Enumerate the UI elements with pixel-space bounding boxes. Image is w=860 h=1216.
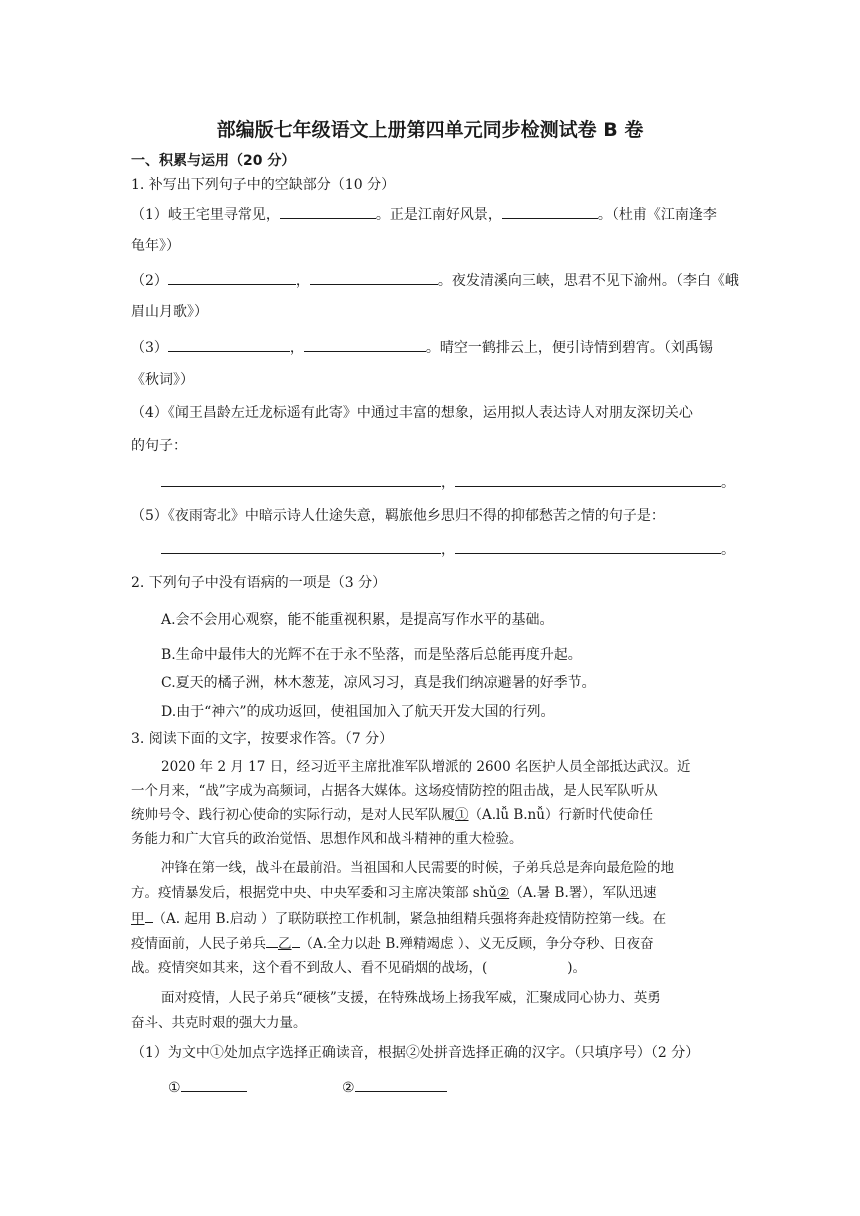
text: 。 (721, 475, 735, 491)
q3-answer-2 (342, 1077, 447, 1098)
text: ， (289, 340, 304, 356)
underline-head (266, 933, 278, 948)
passage-line: 面对疫情，人民子弟兵“硬核”支援，在特殊战场上扬我军威，汇聚成同心协力、英勇 (161, 990, 661, 1006)
answer-blank[interactable] (181, 1077, 247, 1092)
blank-marker-jia: 甲 (131, 911, 145, 927)
q3-sub-1: （1）为文中①处加点字选择正确读音，根据②处拼音选择正确的汉字。（只填序号）（2 分） (131, 1045, 700, 1061)
q1-item-4-answer (161, 472, 735, 493)
answer-blank[interactable] (310, 270, 438, 285)
answer-blank[interactable] (280, 204, 376, 219)
q3-answer-1 (168, 1077, 247, 1098)
text: ， (295, 273, 310, 289)
answer-blank[interactable] (161, 472, 441, 487)
passage-line (131, 805, 653, 825)
text: 方。疫情暴发后，根据党中央、中央军委和习主席决策部 shǔ (131, 885, 498, 901)
text: （A.暑 B.署），军队迅速 (509, 885, 657, 901)
answer-blank[interactable] (304, 337, 426, 352)
text: （A.全力以赴 B.殚精竭虑 ）、义无反顾，争分夺秒、日夜奋 (299, 936, 654, 952)
text: ， (441, 475, 455, 491)
answer-blank[interactable] (168, 337, 290, 352)
text: （A.lǚ B.nǚ）行新时代使命任 (468, 807, 653, 823)
q1-item-3 (131, 337, 713, 358)
q1-item-1 (131, 204, 717, 225)
q2-option-c: C.夏天的橘子洲，林木葱茏，凉风习习，真是我们纳凉避暑的好季节。 (161, 675, 596, 691)
section-heading: 一、积累与运用（20 分） (131, 153, 296, 169)
q1-item-1-cont: 龟年》） (131, 238, 180, 254)
blank-marker-yi: 乙 (278, 936, 292, 952)
q1-item-5-answer (161, 539, 735, 560)
blank-marker-1: ① (455, 807, 469, 823)
page-title: 部编版七年级语文上册第四单元同步检测试卷 B 卷 (216, 119, 644, 141)
text: 战。疫情突如其来，这个看不到敌人、看不见硝烟的战场，( (131, 960, 488, 976)
text: 统帅号令、践行初心使命的实际行动，是对人民军队履 (131, 807, 455, 823)
text: 。（杜甫《江南逢李 (597, 207, 717, 223)
passage-line (131, 933, 654, 954)
question-2-stem: 2. 下列句子中没有语病的一项是（3 分） (131, 575, 387, 591)
question-1-stem: 1. 补写出下列句子中的空缺部分（10 分） (131, 177, 396, 193)
q1-item-5: （5）《夜雨寄北》中暗示诗人仕途失意，羁旅他乡思归不得的抑郁愁苦之情的句子是： (131, 508, 665, 524)
passage-line: 务能力和广大官兵的政治觉悟、思想作风和战斗精神的重大检验。 (131, 831, 523, 847)
blank-marker-2: ② (497, 885, 510, 901)
text: （2） (131, 273, 168, 289)
text: 。晴空一鹤排云上，便引诗情到碧宵。（刘禹锡 (425, 340, 713, 356)
underline-tail (145, 908, 153, 923)
text: 疫情面前，人民子弟兵 (131, 936, 266, 952)
text: （1）岐王宅里寻常见， (131, 207, 280, 223)
passage-line: 奋斗、共克时艰的强大力量。 (131, 1015, 307, 1031)
question-3-stem: 3. 阅读下面的文字，按要求作答。（7 分） (131, 731, 394, 747)
answer-blank[interactable] (161, 539, 441, 554)
text: （A. 起用 B.启动 ）了联防联控工作机制，紧急抽组精兵强将奔赴疫情防控第一线。在 (152, 911, 667, 927)
answer-blank[interactable] (455, 539, 721, 554)
passage-line: 2020 年 2 月 17 日，经习近平主席批准军队增派的 2600 名医护人员全部抵达武汉。近 (161, 759, 691, 775)
q1-item-4-cont: 的句子： (131, 438, 187, 454)
text: )。 (567, 960, 587, 976)
q2-option-b: B.生命中最伟大的光辉不在于永不坠落，而是坠落后总能再度升起。 (161, 647, 582, 663)
q1-item-2-cont: 眉山月歌》） (131, 304, 208, 320)
q2-option-a: A.会不会用心观察，能不能重视积累，是提高写作水平的基础。 (161, 612, 554, 628)
q1-item-3-cont: 《秋词》） (131, 372, 194, 388)
q2-option-d: D.由于“神六”的成功返回，使祖国加入了航天开发大国的行列。 (161, 704, 555, 720)
q1-item-2 (131, 270, 739, 291)
text: ② (342, 1080, 355, 1096)
text: ， (441, 542, 455, 558)
answer-blank[interactable] (355, 1077, 447, 1092)
passage-line: 一个月来，“战”字成为高频词，占据各大媒体。这场疫情防控的阻击战，是人民军队听从 (131, 783, 658, 799)
passage-line (131, 883, 657, 903)
q1-item-4: （4）《闻王昌龄左迁龙标遥有此寄》中通过丰富的想象，运用拟人表达诗人对朋友深切关心 (131, 405, 693, 421)
text: 。 (721, 542, 735, 558)
answer-blank[interactable] (168, 270, 296, 285)
text: 。正是江南好风景， (375, 207, 502, 223)
answer-blank[interactable] (455, 472, 721, 487)
answer-blank[interactable] (502, 204, 598, 219)
passage-line (131, 908, 666, 929)
text: ① (168, 1080, 181, 1096)
passage-line: 冲锋在第一线，战斗在最前沿。当祖国和人民需要的时候，子弟兵总是奔向最危险的地 (161, 860, 674, 876)
passage-line (131, 958, 586, 978)
text: 。夜发清溪向三峡，思君不见下渝州。（李白《峨 (437, 273, 739, 289)
underline-tail (292, 933, 300, 948)
text: （3） (131, 340, 168, 356)
